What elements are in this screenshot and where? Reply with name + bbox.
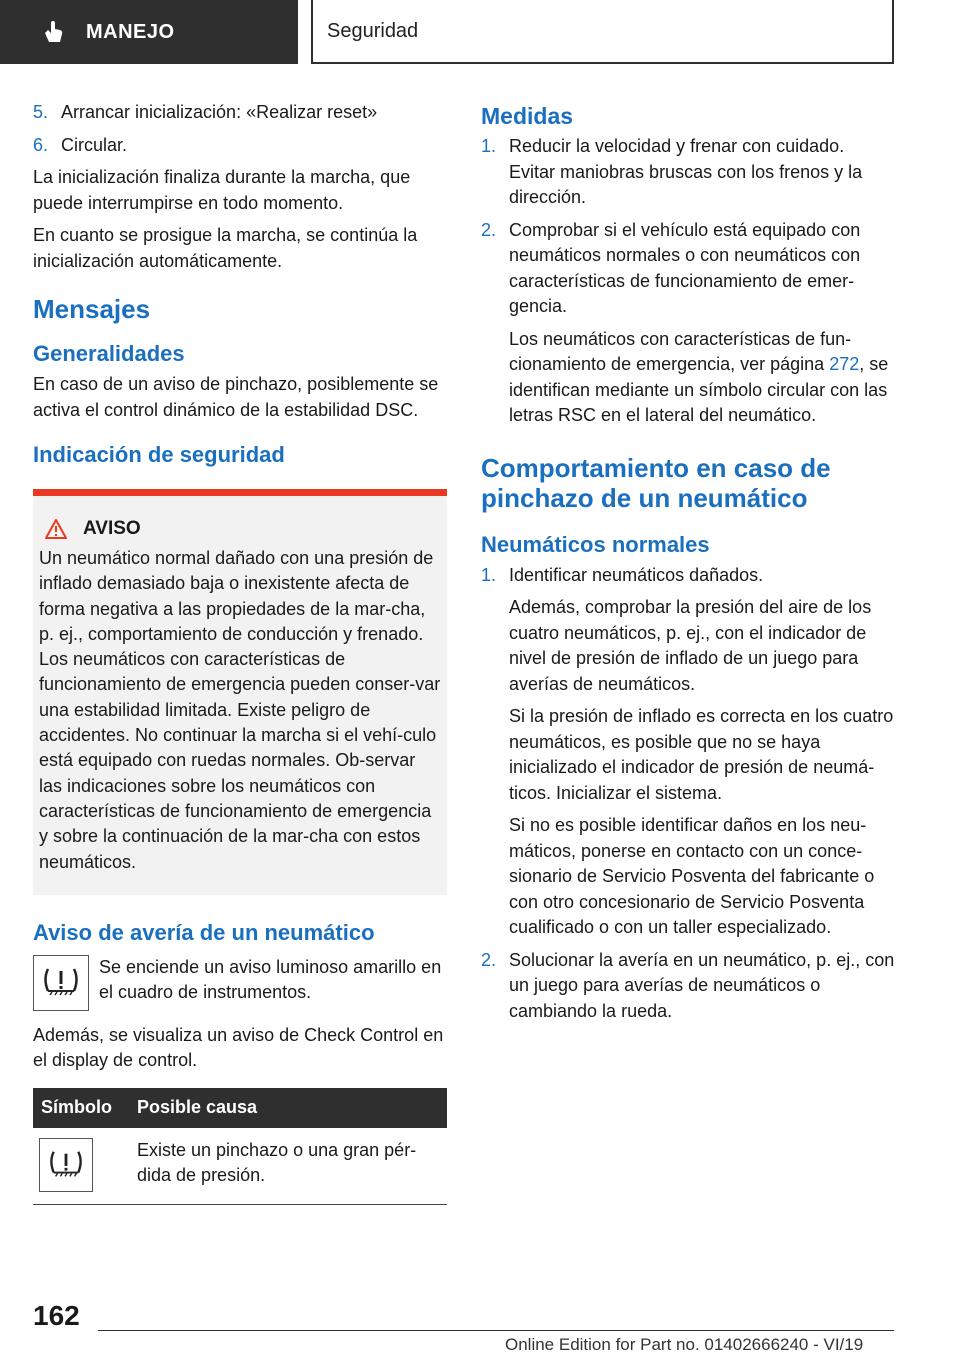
- footer-divider: [98, 1330, 894, 1331]
- rsc-text-post: , se identifican mediante un símbolo circular con las letras RSC en el lateral del neumático.: [509, 354, 889, 425]
- step-number: 6.: [33, 134, 49, 155]
- paragraph: [481, 327, 895, 429]
- list-item: [33, 100, 447, 126]
- warning-header: [39, 518, 441, 540]
- step-text: Arrancar inicialización: «Realizar reset»: [61, 102, 378, 122]
- heading-neumaticos-normales: Neumáticos normales: [481, 531, 710, 557]
- list-item: [481, 948, 895, 1025]
- step-number: 1.: [481, 136, 497, 156]
- step-number: 1.: [481, 564, 497, 585]
- heading-indicacion: Indicación de seguridad: [33, 442, 285, 467]
- step-text: Solucionar la avería en un neumático, p. ej., con un juego para averías de neumáticos o cambiando la rueda.: [509, 949, 895, 1021]
- paragraph: Además, se visualiza un aviso de Check Control en el display de control.: [33, 1024, 444, 1071]
- lamp-description: Se enciende un aviso luminoso amarillo en el cuadro de instrumentos.: [99, 956, 442, 1003]
- page-number: 162: [33, 1300, 80, 1331]
- tire-pressure-warning-icon: [39, 1138, 93, 1192]
- tire-pressure-warning-icon: [33, 955, 89, 1011]
- paragraph: En caso de un aviso de pinchazo, posiblemente se activa el control dinámico de la estabilidad DSC.: [33, 374, 439, 420]
- heading-medidas: Medidas: [481, 103, 574, 129]
- heading-mensajes: Mensajes: [33, 294, 151, 324]
- symbol-table: [33, 1088, 447, 1205]
- rsc-text-pre: Los neumáticos con características de fun-cionamiento de emergencia, ver página: [509, 328, 852, 374]
- list-item: [33, 133, 447, 159]
- list-item: [481, 134, 895, 211]
- cause-cell: Existe un pinchazo o una gran pér-dida de presión.: [129, 1128, 447, 1205]
- right-column: [481, 100, 895, 1031]
- step-number: 2.: [481, 949, 497, 970]
- paragraph: Si no es posible identificar daños en los neu-máticos, ponerse en contacto con un conce-sionario de Servicio Posventa del fabricante o con otro concesionario de Servicio Posventa cualificado o con un taller especializado.: [509, 815, 875, 937]
- step-number: 2.: [481, 219, 497, 240]
- step-text: Comprobar si el vehículo está equipado con neumáticos normales o con neumáticos con características de funcionamiento de emer-gencia.: [509, 219, 861, 316]
- step-number: 5.: [33, 102, 49, 122]
- section-label: MANEJO: [86, 20, 175, 43]
- column-header: Símbolo: [33, 1088, 129, 1128]
- column-header: Posible causa: [129, 1088, 447, 1128]
- list-item: [481, 563, 895, 589]
- warning-box: [33, 489, 447, 895]
- list-item: [481, 218, 895, 320]
- warning-triangle-icon: [45, 519, 67, 539]
- table-row: [33, 1128, 447, 1205]
- paragraph: La inicialización finaliza durante la marcha, que puede interrumpirse en todo momento.: [33, 167, 411, 213]
- step-text: Identificar neumáticos dañados.: [509, 564, 764, 585]
- edition-note: Online Edition for Part no. 01402666240 - VI/19: [505, 1335, 864, 1354]
- paragraph: Además, comprobar la presión del aire de los cuatro neumáticos, p. ej., con el indicador de nivel de presión de inflado de un juego para averías de neumáticos.: [509, 597, 872, 694]
- table-header-row: [33, 1088, 447, 1128]
- step-text: Circular.: [61, 134, 128, 155]
- topic-tab: [311, 0, 894, 64]
- heading-comportamiento: Comportamiento en caso de pinchazo de un neumático: [481, 452, 831, 513]
- left-column: [33, 100, 447, 1205]
- symbol-cell: [33, 1128, 129, 1205]
- indicator-lamp-row: [33, 955, 447, 1011]
- heading-aviso-averia: Aviso de avería de un neumático: [33, 919, 375, 945]
- paragraph: En cuanto se prosigue la marcha, se continúa la inicialización automáticamente.: [33, 225, 418, 271]
- paragraph: Si la presión de inflado es correcta en los cuatro neumáticos, es posible que no se haya inicializado el indicador de presión de neumá-ticos. Inicializar el sistema.: [509, 706, 894, 803]
- warning-text: Un neumático normal dañado con una presión de inflado demasiado baja o inexistente afecta de forma negativa a las propiedades de la mar-cha, p. ej., comportamiento de conducción y frenado. Los neumáticos con características de funcionamiento de emergencia pueden conser-var una estabilidad limitada. Existe peligro de accidentes. No continuar la marcha si el vehí-culo está equipado con ruedas normales. Ob-servar las indicaciones sobre los neumáticos con características de funcionamiento de emergencia y sobre la continuación de la mar-cha con estos neumáticos.: [39, 548, 441, 872]
- warning-title: AVISO: [83, 518, 141, 539]
- page-link[interactable]: 272: [829, 354, 860, 374]
- section-tab: [0, 0, 298, 64]
- hand-icon: [40, 19, 66, 45]
- heading-generalidades: Generalidades: [33, 341, 185, 366]
- step-text: Reducir la velocidad y frenar con cuidado. Evitar maniobras bruscas con los frenos y la dirección.: [509, 136, 863, 207]
- topic-label: Seguridad: [327, 19, 419, 42]
